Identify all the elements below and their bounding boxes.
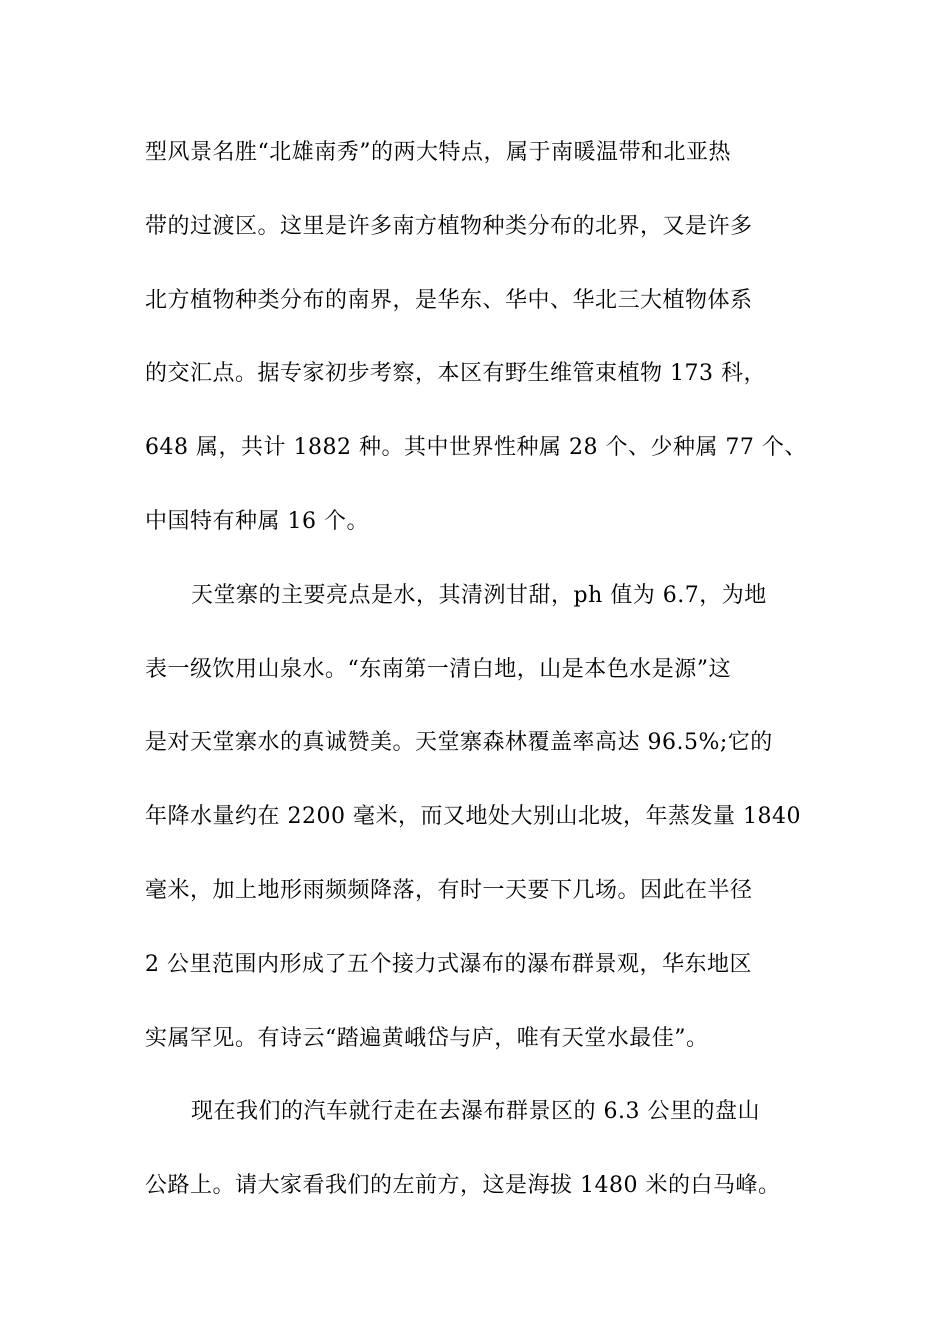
paragraph-start-line: 现在我们的汽车就行走在去瀑布群景区的 6.3 公里的盘山 (191, 1099, 760, 1125)
text-line: 2 公里范围内形成了五个接力式瀑布的瀑布群景观，华东地区 (145, 951, 752, 977)
text-line: 表一级饮用山泉水。“东南第一清白地，山是本色水是源”这 (145, 656, 731, 682)
text-line: 中国特有种属 16 个。 (145, 508, 369, 534)
text-line: 带的过渡区。这里是许多南方植物种类分布的北界，又是许多 (145, 213, 753, 239)
text-line: 648 属，共计 1882 种。其中世界性种属 28 个、少种属 77 个、 (145, 435, 807, 461)
text-line: 是对天堂寨水的真诚赞美。天堂寨森林覆盖率高达 96.5%;它的 (145, 730, 773, 756)
paragraph-start-line: 天堂寨的主要亮点是水，其清洌甘甜，ph 值为 6.7，为地 (191, 582, 767, 608)
text-line: 北方植物种类分布的南界，是华东、华中、华北三大植物体系 (145, 287, 753, 313)
text-line: 的交汇点。据专家初步考察，本区有野生维管束植物 173 科， (145, 361, 766, 387)
text-line: 型风景名胜“北雄南秀”的两大特点，属于南暖温带和北亚热 (145, 140, 731, 165)
text-line: 实属罕见。有诗云“踏遍黄峨岱与庐，唯有天堂水最佳”。 (145, 1025, 709, 1051)
text-line: 公路上。请大家看我们的左前方，这是海拔 1480 米的白马峰。 (145, 1173, 781, 1199)
text-line: 年降水量约在 2200 毫米，而又地处大别山北坡，年蒸发量 1840 (145, 804, 801, 830)
body-text (145, 128, 835, 1235)
text-line: 毫米，加上地形雨频频降落，有时一天要下几场。因此在半径 (145, 877, 753, 903)
